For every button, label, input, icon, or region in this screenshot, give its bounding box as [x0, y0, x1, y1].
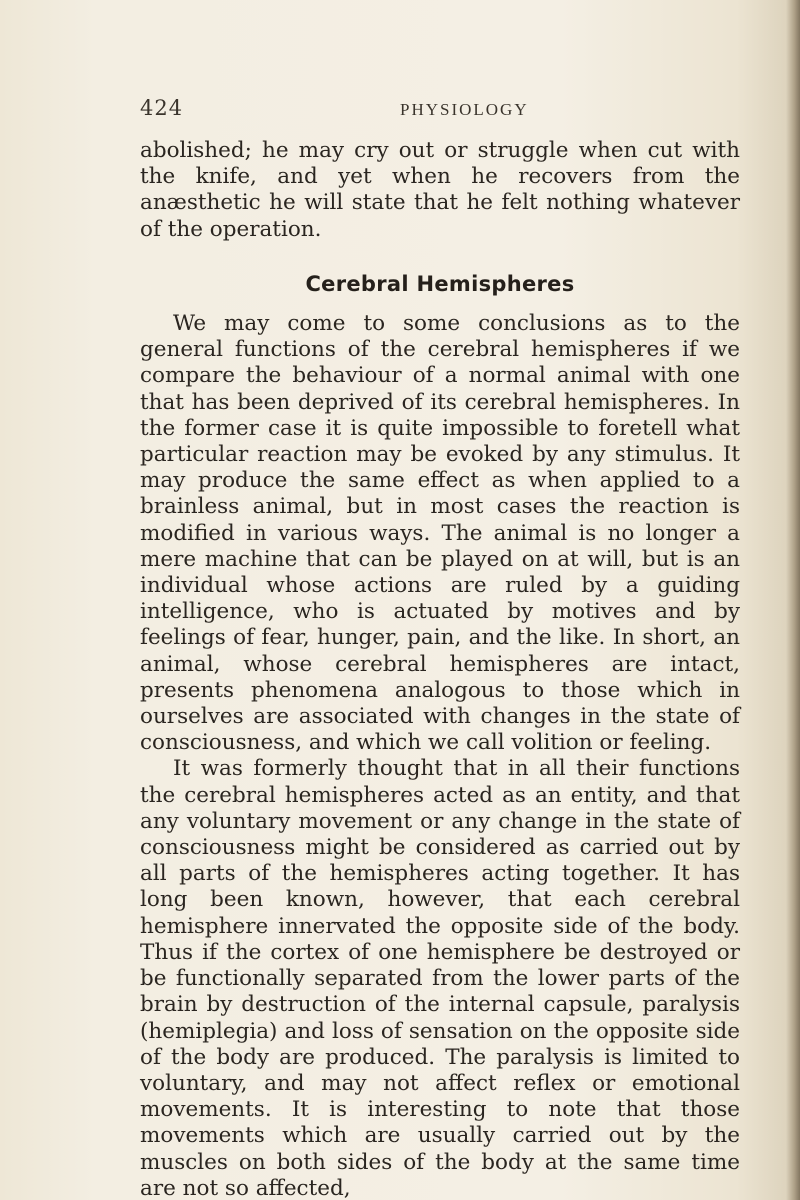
text-body [140, 138, 740, 1200]
page-edge-shadow [786, 0, 800, 1200]
page-number: 424 [140, 96, 184, 120]
paragraph: We may come to some conclusions as to the general functions of the cerebral hemispheres if we compare the behaviour of a normal animal with one that has been deprived of its cerebral hemispheres. In the former case it is quite impossible to foretell what particular reaction may be evoked by any stimulus. It may produce the same effect as when applied to a brainless animal, but in most cases the reaction is modified in various ways. The animal is no longer a mere machine that can be played on at will, but is an individual whose actions are ruled by a guiding intelligence, who is actuated by motives and by feelings of fear, hunger, pain, and the like. In short, an animal, whose cerebral hemispheres are intact, presents phenomena analogous to those which in ourselves are associated with changes in the state of consciousness, and which we call volition or feeling. [140, 311, 740, 756]
running-head: PHYSIOLOGY [400, 100, 529, 119]
section-heading: Cerebral Hemispheres [305, 271, 575, 296]
paragraph: It was formerly thought that in all their functions the cerebral hemispheres acted as an entity, and that any voluntary movement or any change in the state of consciousness might be considered as carried out by all parts of the hemispheres acting together. It has long been known, however, that each cerebral hemisphere innervated the opposite side of the body. Thus if the cortex of one hemisphere be destroyed or be functionally separated from the lower parts of the brain by destruction of the internal capsule, paralysis (hemiplegia) and loss of sensation on the opposite side of the body are produced. The paralysis is limited to voluntary, and may not affect reflex or emotional movements. It is interesting to note that those movements which are usually carried out by the muscles on both sides of the body at the same time are not so affected, [140, 756, 740, 1200]
paragraph-continuation: abolished; he may cry out or struggle when cut with the knife, and yet when he recovers from the anæsthetic he will state that he felt nothing whatever of the operation. [140, 138, 740, 242]
